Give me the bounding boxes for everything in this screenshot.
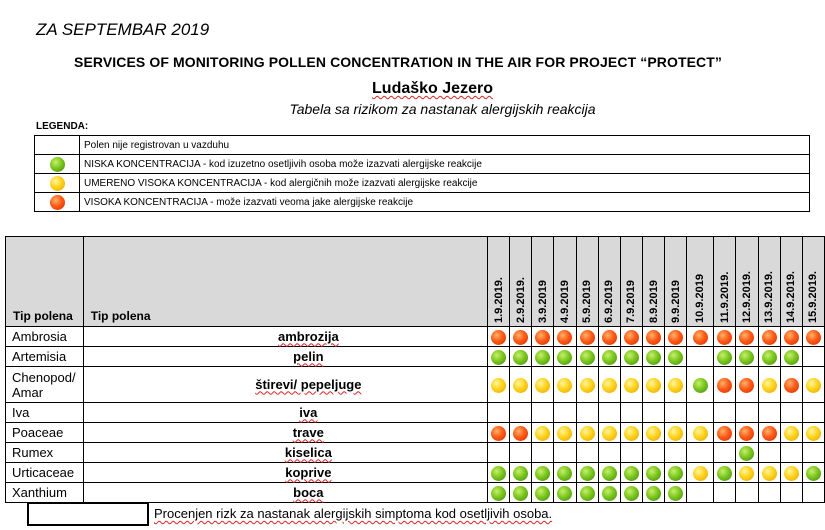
yellow-dot-icon bbox=[806, 426, 821, 441]
pollen-local-name-cell bbox=[83, 403, 487, 423]
green-dot-icon bbox=[580, 350, 595, 365]
date-label: 5.9.2019 bbox=[581, 280, 594, 323]
green-dot-icon bbox=[580, 466, 595, 481]
concentration-cell bbox=[758, 483, 780, 503]
green-dot-icon bbox=[535, 350, 550, 365]
date-header bbox=[554, 237, 576, 327]
red-dot-icon bbox=[693, 330, 708, 345]
concentration-cell bbox=[665, 463, 687, 483]
date-header bbox=[487, 237, 509, 327]
concentration-cell bbox=[802, 367, 824, 403]
date-header bbox=[714, 237, 736, 327]
legend-row bbox=[35, 155, 810, 174]
pollen-local-name: iva bbox=[299, 404, 318, 420]
pollen-table bbox=[5, 236, 825, 503]
date-label: 11.9.2019. bbox=[718, 271, 731, 323]
yellow-dot-icon bbox=[762, 378, 777, 393]
green-dot-icon bbox=[557, 486, 572, 501]
pollen-local-name-cell bbox=[83, 443, 487, 463]
concentration-cell bbox=[576, 403, 598, 423]
red-dot-icon bbox=[762, 330, 777, 345]
yellow-dot-icon bbox=[784, 466, 799, 481]
legend-text: VISOKA KONCENTRACIJA - može izazvati veoma jake alergijske reakcije bbox=[80, 193, 810, 212]
concentration-cell bbox=[620, 443, 642, 463]
concentration-cell bbox=[714, 367, 736, 403]
red-dot-icon bbox=[491, 426, 506, 441]
yellow-dot-icon bbox=[557, 378, 572, 393]
concentration-cell bbox=[780, 463, 802, 483]
green-dot-icon bbox=[806, 466, 821, 481]
red-dot-icon bbox=[50, 195, 65, 210]
report-title: SERVICES OF MONITORING POLLEN CONCENTRATION IN THE AIR FOR PROJECT “PROTECT” bbox=[74, 54, 723, 70]
concentration-cell bbox=[687, 423, 714, 443]
legend-symbol-cell bbox=[35, 136, 80, 155]
green-dot-icon bbox=[580, 486, 595, 501]
concentration-cell bbox=[665, 423, 687, 443]
pollen-local-name: boca bbox=[293, 484, 324, 500]
green-dot-icon bbox=[557, 466, 572, 481]
yellow-dot-icon bbox=[535, 426, 550, 441]
concentration-cell bbox=[532, 483, 554, 503]
date-label: 12.9.2019. bbox=[740, 271, 753, 323]
green-dot-icon bbox=[624, 350, 639, 365]
location-title: Ludaško Jezero bbox=[372, 80, 493, 97]
concentration-cell bbox=[620, 367, 642, 403]
concentration-cell bbox=[554, 327, 576, 347]
pollen-local-name-cell bbox=[83, 347, 487, 367]
green-dot-icon bbox=[668, 486, 683, 501]
table-row bbox=[6, 423, 825, 443]
concentration-cell bbox=[576, 463, 598, 483]
green-dot-icon bbox=[739, 446, 754, 461]
concentration-cell bbox=[487, 423, 509, 443]
concentration-cell bbox=[620, 423, 642, 443]
green-dot-icon bbox=[717, 466, 732, 481]
red-dot-icon bbox=[784, 378, 799, 393]
pollen-local-name-cell bbox=[83, 367, 487, 403]
concentration-cell bbox=[487, 483, 509, 503]
concentration-cell bbox=[510, 403, 532, 423]
concentration-cell bbox=[510, 463, 532, 483]
concentration-cell bbox=[780, 367, 802, 403]
date-label: 3.9.2019 bbox=[536, 280, 549, 323]
concentration-cell bbox=[758, 367, 780, 403]
red-dot-icon bbox=[602, 330, 617, 345]
table-row bbox=[6, 347, 825, 367]
concentration-cell bbox=[642, 443, 664, 463]
pollen-latin-name: Poaceae bbox=[6, 423, 84, 443]
concentration-cell bbox=[687, 367, 714, 403]
concentration-cell bbox=[576, 423, 598, 443]
date-header bbox=[620, 237, 642, 327]
yellow-dot-icon bbox=[580, 378, 595, 393]
concentration-cell bbox=[687, 347, 714, 367]
concentration-cell bbox=[532, 347, 554, 367]
concentration-cell bbox=[736, 403, 758, 423]
pollen-local-name-cell bbox=[83, 483, 487, 503]
red-dot-icon bbox=[806, 330, 821, 345]
concentration-cell bbox=[510, 367, 532, 403]
concentration-cell bbox=[642, 403, 664, 423]
green-dot-icon bbox=[762, 350, 777, 365]
concentration-cell bbox=[780, 443, 802, 463]
concentration-cell bbox=[576, 483, 598, 503]
green-dot-icon bbox=[668, 350, 683, 365]
concentration-cell bbox=[510, 423, 532, 443]
date-label: 10.9.2019 bbox=[694, 274, 707, 323]
concentration-cell bbox=[714, 463, 736, 483]
concentration-cell bbox=[665, 443, 687, 463]
concentration-cell bbox=[802, 347, 824, 367]
concentration-cell bbox=[714, 347, 736, 367]
date-header bbox=[802, 237, 824, 327]
concentration-cell bbox=[510, 443, 532, 463]
concentration-cell bbox=[598, 483, 620, 503]
date-label: 13.9.2019. bbox=[763, 271, 776, 323]
concentration-cell bbox=[598, 403, 620, 423]
concentration-cell bbox=[598, 367, 620, 403]
yellow-dot-icon bbox=[646, 378, 661, 393]
concentration-cell bbox=[665, 483, 687, 503]
yellow-dot-icon bbox=[784, 426, 799, 441]
legend-title: LEGENDA: bbox=[36, 121, 89, 132]
green-dot-icon bbox=[557, 350, 572, 365]
red-dot-icon bbox=[739, 426, 754, 441]
pollen-local-name: ambrozija bbox=[278, 328, 339, 344]
concentration-cell bbox=[780, 483, 802, 503]
yellow-dot-icon bbox=[668, 378, 683, 393]
concentration-cell bbox=[598, 347, 620, 367]
yellow-dot-icon bbox=[491, 378, 506, 393]
concentration-cell bbox=[665, 347, 687, 367]
concentration-cell bbox=[665, 327, 687, 347]
concentration-cell bbox=[487, 367, 509, 403]
pollen-latin-name: Urticaceae bbox=[6, 463, 84, 483]
concentration-cell bbox=[802, 483, 824, 503]
concentration-cell bbox=[758, 423, 780, 443]
date-label: 4.9.2019 bbox=[558, 280, 571, 323]
concentration-cell bbox=[687, 483, 714, 503]
green-dot-icon bbox=[624, 486, 639, 501]
table-row bbox=[6, 327, 825, 347]
green-dot-icon bbox=[646, 350, 661, 365]
green-dot-icon bbox=[513, 466, 528, 481]
concentration-cell bbox=[758, 403, 780, 423]
green-dot-icon bbox=[784, 350, 799, 365]
footer-text: Procenjen rizk za nastanak alergijskih simptoma kod osetljivih osoba. bbox=[154, 506, 553, 521]
red-dot-icon bbox=[739, 378, 754, 393]
report-month: ZA SEPTEMBAR 2019 bbox=[36, 20, 210, 39]
yellow-dot-icon bbox=[693, 426, 708, 441]
concentration-cell bbox=[714, 443, 736, 463]
yellow-dot-icon bbox=[806, 378, 821, 393]
date-header bbox=[532, 237, 554, 327]
concentration-cell bbox=[576, 327, 598, 347]
pollen-local-name: štirevi/ pepeljuge bbox=[255, 376, 362, 392]
concentration-cell bbox=[598, 463, 620, 483]
concentration-cell bbox=[714, 483, 736, 503]
concentration-cell bbox=[780, 347, 802, 367]
red-dot-icon bbox=[762, 426, 777, 441]
concentration-cell bbox=[598, 423, 620, 443]
concentration-cell bbox=[620, 403, 642, 423]
concentration-cell bbox=[687, 443, 714, 463]
date-header bbox=[687, 237, 714, 327]
concentration-cell bbox=[576, 347, 598, 367]
concentration-cell bbox=[802, 443, 824, 463]
report-subtitle: Tabela sa rizikom za nastanak alergijskih reakcija bbox=[289, 101, 596, 117]
red-dot-icon bbox=[646, 330, 661, 345]
green-dot-icon bbox=[535, 486, 550, 501]
concentration-cell bbox=[532, 367, 554, 403]
red-dot-icon bbox=[717, 378, 732, 393]
concentration-cell bbox=[758, 327, 780, 347]
concentration-cell bbox=[714, 327, 736, 347]
date-label: 6.9.2019 bbox=[603, 280, 616, 323]
concentration-cell bbox=[487, 463, 509, 483]
concentration-cell bbox=[620, 347, 642, 367]
red-dot-icon bbox=[557, 330, 572, 345]
pollen-local-name: koprive bbox=[285, 464, 332, 480]
concentration-cell bbox=[687, 463, 714, 483]
concentration-cell bbox=[642, 367, 664, 403]
legend-text: Polen nije registrovan u vazduhu bbox=[80, 136, 810, 155]
date-label: 8.9.2019 bbox=[647, 280, 660, 323]
concentration-cell bbox=[554, 403, 576, 423]
col-header-latin bbox=[6, 237, 84, 327]
pollen-local-name: trave bbox=[292, 424, 324, 440]
table-row bbox=[6, 443, 825, 463]
concentration-cell bbox=[510, 483, 532, 503]
concentration-cell bbox=[642, 463, 664, 483]
yellow-dot-icon bbox=[646, 426, 661, 441]
green-dot-icon bbox=[624, 466, 639, 481]
pollen-local-name-cell bbox=[83, 463, 487, 483]
concentration-cell bbox=[598, 443, 620, 463]
red-dot-icon bbox=[717, 426, 732, 441]
concentration-cell bbox=[642, 483, 664, 503]
red-dot-icon bbox=[513, 330, 528, 345]
table-row bbox=[6, 367, 825, 403]
concentration-cell bbox=[487, 443, 509, 463]
subtitle-wrap bbox=[0, 101, 825, 117]
yellow-dot-icon bbox=[762, 466, 777, 481]
concentration-cell bbox=[554, 463, 576, 483]
green-dot-icon bbox=[491, 466, 506, 481]
green-dot-icon bbox=[491, 486, 506, 501]
red-dot-icon bbox=[513, 426, 528, 441]
date-header bbox=[780, 237, 802, 327]
concentration-cell bbox=[758, 347, 780, 367]
green-dot-icon bbox=[646, 466, 661, 481]
concentration-cell bbox=[665, 403, 687, 423]
concentration-cell bbox=[687, 403, 714, 423]
concentration-cell bbox=[642, 423, 664, 443]
concentration-cell bbox=[802, 403, 824, 423]
concentration-cell bbox=[642, 347, 664, 367]
red-dot-icon bbox=[624, 330, 639, 345]
concentration-cell bbox=[554, 443, 576, 463]
yellow-dot-icon bbox=[580, 426, 595, 441]
date-header bbox=[665, 237, 687, 327]
table-row bbox=[6, 403, 825, 423]
legend-symbol-cell bbox=[35, 193, 80, 212]
red-dot-icon bbox=[535, 330, 550, 345]
concentration-cell bbox=[620, 327, 642, 347]
yellow-dot-icon bbox=[513, 378, 528, 393]
concentration-cell bbox=[780, 423, 802, 443]
concentration-cell bbox=[532, 463, 554, 483]
date-header bbox=[758, 237, 780, 327]
yellow-dot-icon bbox=[624, 426, 639, 441]
location-wrap bbox=[0, 80, 825, 98]
concentration-cell bbox=[736, 367, 758, 403]
legend-row bbox=[35, 174, 810, 193]
concentration-cell bbox=[736, 483, 758, 503]
green-dot-icon bbox=[646, 486, 661, 501]
yellow-dot-icon bbox=[50, 176, 65, 191]
pollen-latin-name: Artemisia bbox=[6, 347, 84, 367]
concentration-cell bbox=[736, 443, 758, 463]
concentration-cell bbox=[554, 347, 576, 367]
concentration-cell bbox=[642, 327, 664, 347]
date-header bbox=[576, 237, 598, 327]
green-dot-icon bbox=[50, 157, 65, 172]
green-dot-icon bbox=[668, 466, 683, 481]
legend-row bbox=[35, 136, 810, 155]
pollen-latin-name: Iva bbox=[6, 403, 84, 423]
red-dot-icon bbox=[717, 330, 732, 345]
yellow-dot-icon bbox=[668, 426, 683, 441]
concentration-cell bbox=[736, 327, 758, 347]
footer-wrap bbox=[154, 506, 552, 521]
yellow-dot-icon bbox=[739, 466, 754, 481]
pollen-local-name-cell bbox=[83, 327, 487, 347]
yellow-dot-icon bbox=[557, 426, 572, 441]
red-dot-icon bbox=[739, 330, 754, 345]
pollen-local-name: kiselica bbox=[284, 444, 332, 460]
date-label: 15.9.2019. bbox=[807, 271, 820, 323]
date-label: 14.9.2019. bbox=[785, 271, 798, 323]
concentration-cell bbox=[780, 403, 802, 423]
green-dot-icon bbox=[513, 486, 528, 501]
green-dot-icon bbox=[693, 378, 708, 393]
concentration-cell bbox=[714, 423, 736, 443]
date-label: 7.9.2019 bbox=[625, 280, 638, 323]
date-label: 2.9.2019. bbox=[514, 277, 527, 323]
table-header-row bbox=[6, 237, 825, 327]
concentration-cell bbox=[487, 347, 509, 367]
legend-symbol-cell bbox=[35, 155, 80, 174]
concentration-cell bbox=[665, 367, 687, 403]
yellow-dot-icon bbox=[602, 378, 617, 393]
green-dot-icon bbox=[535, 466, 550, 481]
col-header-latin-label: Tip polena bbox=[13, 309, 73, 323]
pollen-local-name: pelin bbox=[293, 348, 324, 364]
concentration-cell bbox=[620, 483, 642, 503]
green-dot-icon bbox=[717, 350, 732, 365]
concentration-cell bbox=[620, 463, 642, 483]
pollen-latin-name: Xanthium bbox=[6, 483, 84, 503]
table-row bbox=[6, 483, 825, 503]
concentration-cell bbox=[714, 403, 736, 423]
concentration-cell bbox=[576, 367, 598, 403]
footer-legend-box bbox=[27, 502, 149, 526]
concentration-cell bbox=[780, 327, 802, 347]
red-dot-icon bbox=[491, 330, 506, 345]
concentration-cell bbox=[802, 327, 824, 347]
green-dot-icon bbox=[602, 486, 617, 501]
pollen-local-name-cell bbox=[83, 423, 487, 443]
red-dot-icon bbox=[580, 330, 595, 345]
concentration-cell bbox=[532, 327, 554, 347]
green-dot-icon bbox=[602, 466, 617, 481]
date-header bbox=[598, 237, 620, 327]
concentration-cell bbox=[736, 423, 758, 443]
red-dot-icon bbox=[784, 330, 799, 345]
concentration-cell bbox=[532, 423, 554, 443]
table-row bbox=[6, 463, 825, 483]
date-label: 9.9.2019 bbox=[669, 280, 682, 323]
col-header-local bbox=[83, 237, 487, 327]
concentration-cell bbox=[554, 367, 576, 403]
concentration-cell bbox=[532, 403, 554, 423]
yellow-dot-icon bbox=[693, 466, 708, 481]
concentration-cell bbox=[736, 347, 758, 367]
concentration-cell bbox=[687, 327, 714, 347]
concentration-cell bbox=[487, 327, 509, 347]
concentration-cell bbox=[736, 463, 758, 483]
concentration-cell bbox=[510, 327, 532, 347]
concentration-cell bbox=[554, 423, 576, 443]
date-header bbox=[510, 237, 532, 327]
legend-table bbox=[34, 135, 810, 212]
concentration-cell bbox=[532, 443, 554, 463]
concentration-cell bbox=[802, 423, 824, 443]
green-dot-icon bbox=[602, 350, 617, 365]
col-header-local-label: Tip polena bbox=[90, 309, 151, 323]
concentration-cell bbox=[576, 443, 598, 463]
yellow-dot-icon bbox=[602, 426, 617, 441]
pollen-latin-name: Chenopod/ Amar bbox=[6, 367, 84, 403]
pollen-latin-name: Rumex bbox=[6, 443, 84, 463]
green-dot-icon bbox=[739, 350, 754, 365]
green-dot-icon bbox=[513, 350, 528, 365]
date-label: 1.9.2019. bbox=[492, 277, 505, 323]
red-dot-icon bbox=[668, 330, 683, 345]
legend-row bbox=[35, 193, 810, 212]
concentration-cell bbox=[758, 463, 780, 483]
legend-symbol-cell bbox=[35, 174, 80, 193]
concentration-cell bbox=[598, 327, 620, 347]
date-header bbox=[736, 237, 758, 327]
concentration-cell bbox=[510, 347, 532, 367]
green-dot-icon bbox=[491, 350, 506, 365]
concentration-cell bbox=[758, 443, 780, 463]
yellow-dot-icon bbox=[624, 378, 639, 393]
concentration-cell bbox=[487, 403, 509, 423]
date-header bbox=[642, 237, 664, 327]
concentration-cell bbox=[554, 483, 576, 503]
pollen-latin-name: Ambrosia bbox=[6, 327, 84, 347]
legend-text: UMERENO VISOKA KONCENTRACIJA - kod alergičnih može izazvati alergijske reakcije bbox=[80, 174, 810, 193]
concentration-cell bbox=[802, 463, 824, 483]
legend-text: NISKA KONCENTRACIJA - kod izuzetno osetljivih osoba može izazvati alergijske reakcije bbox=[80, 155, 810, 174]
yellow-dot-icon bbox=[535, 378, 550, 393]
